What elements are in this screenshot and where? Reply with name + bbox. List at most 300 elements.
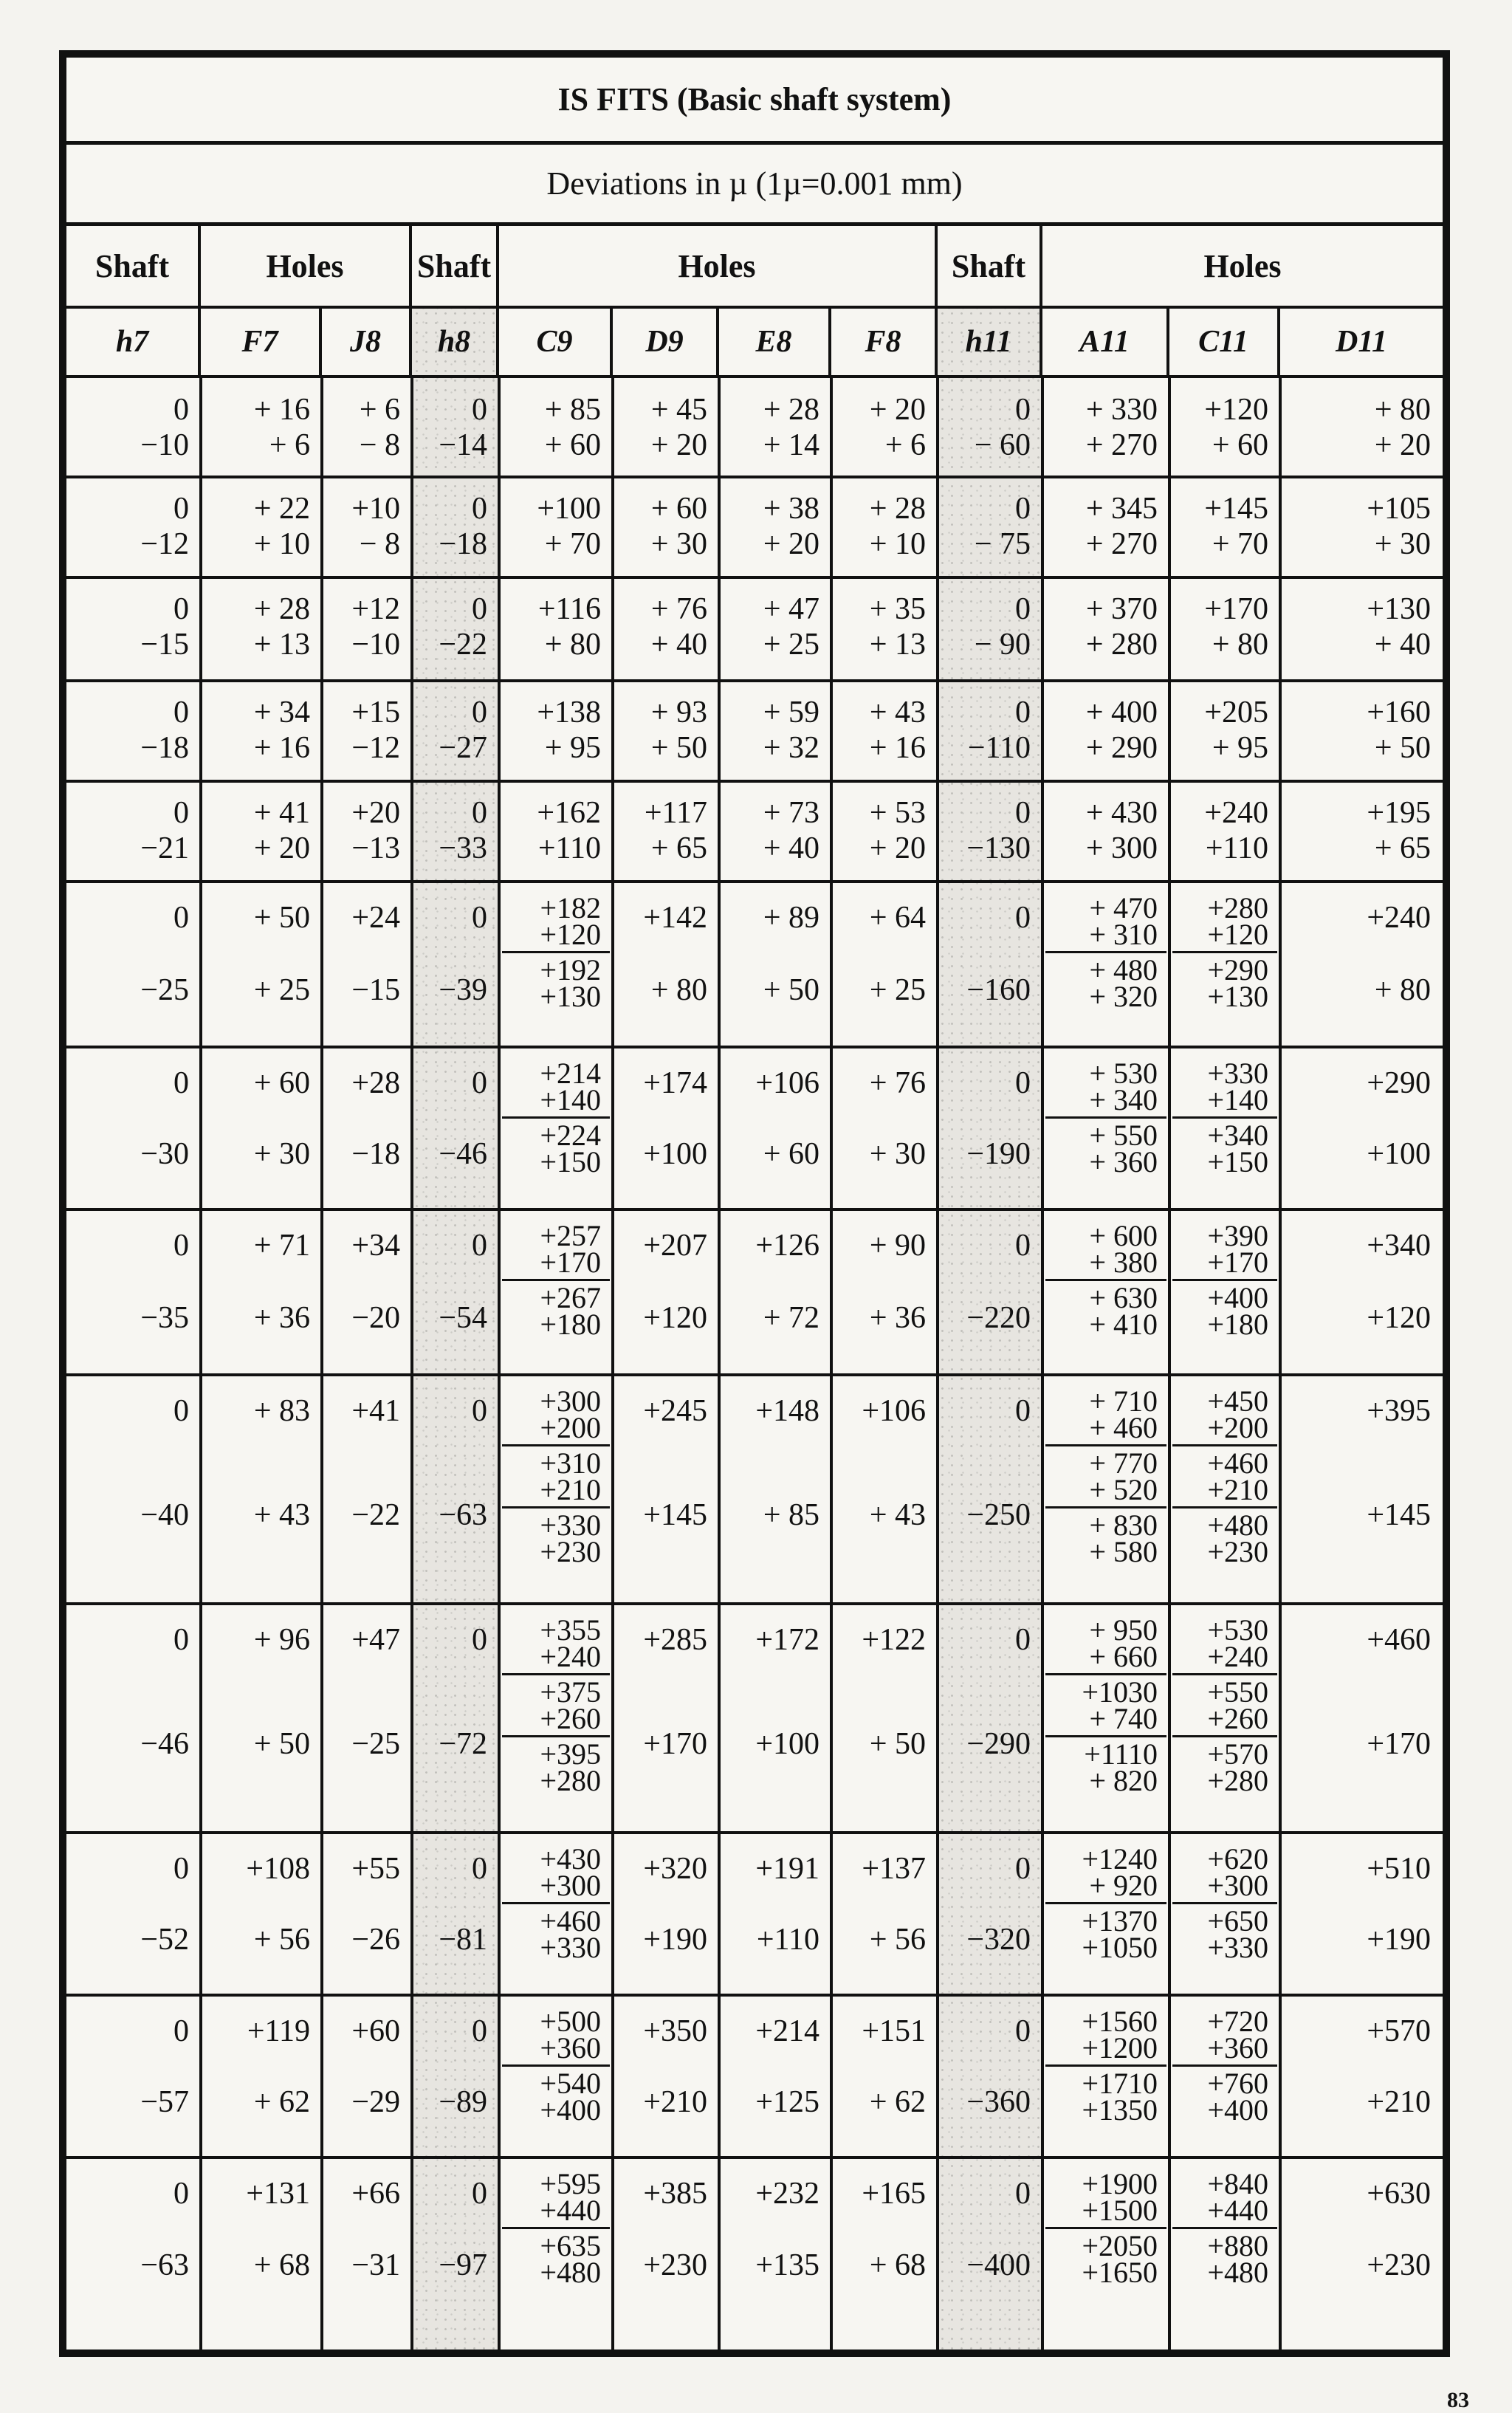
- cell-value: +390: [1207, 1219, 1268, 1252]
- cell-value: −22: [351, 1498, 400, 1532]
- cell-value: + 50: [763, 973, 819, 1007]
- cell-value: +1370: [1082, 1904, 1158, 1937]
- cell-value: + 71: [253, 1229, 310, 1263]
- cell-value: + 36: [253, 1301, 310, 1335]
- cell-value: + 330: [1085, 393, 1158, 427]
- cell-value: +595: [540, 2167, 601, 2200]
- cell-value: + 25: [253, 973, 310, 1007]
- cell-value: +100: [1367, 1137, 1431, 1171]
- row-divider: [66, 880, 1443, 883]
- cell-value: −20: [351, 1301, 400, 1335]
- cell-value: 0: [1015, 1852, 1031, 1886]
- cell-value: +12: [351, 592, 400, 626]
- group-header-holes: Holes: [499, 226, 938, 309]
- cell-value: +760: [1207, 2067, 1268, 2100]
- cell-value: −18: [140, 731, 189, 765]
- cell-value: +267: [540, 1281, 601, 1314]
- cell-value: +120: [1367, 1301, 1431, 1335]
- cell-value: +480: [540, 2256, 601, 2289]
- cell-value: + 60: [253, 1066, 310, 1100]
- cell-value: −89: [439, 2085, 487, 2119]
- cell-value: +1650: [1082, 2256, 1158, 2289]
- cell-value: 0: [173, 1623, 189, 1657]
- cell-value: + 13: [869, 628, 926, 662]
- cell-value: − 90: [974, 628, 1031, 662]
- cell-value: 0: [472, 2177, 487, 2211]
- cell-value: +41: [351, 1394, 400, 1428]
- cell-value: +148: [755, 1394, 819, 1428]
- cell-value: +214: [755, 2014, 819, 2048]
- cell-value: +210: [1207, 1473, 1268, 1506]
- cell-value: 0: [472, 696, 487, 730]
- cell-value: −27: [439, 731, 487, 765]
- cell-value: +120: [643, 1301, 707, 1335]
- cell-value: + 950: [1089, 1613, 1158, 1647]
- cell-value: +260: [540, 1702, 601, 1735]
- cell-value: +300: [540, 1384, 601, 1418]
- cell-value: + 380: [1089, 1246, 1158, 1279]
- cell-value: + 360: [1089, 1145, 1158, 1178]
- cell-value: +385: [643, 2177, 707, 2211]
- cell-value: +122: [862, 1623, 926, 1657]
- cell-value: +106: [755, 1066, 819, 1100]
- cell-value: +245: [643, 1394, 707, 1428]
- cell-value: +200: [540, 1411, 601, 1444]
- cell-value: +120: [540, 918, 601, 951]
- cell-value: − 8: [359, 527, 400, 561]
- cell-value: +170: [1207, 1246, 1268, 1279]
- cell-value: − 60: [974, 428, 1031, 462]
- cell-value: + 80: [1374, 973, 1431, 1007]
- cell-value: +105: [1367, 492, 1431, 526]
- cell-value: + 95: [1212, 731, 1268, 765]
- cell-value: + 50: [650, 731, 707, 765]
- cell-value: 0: [1015, 1623, 1031, 1657]
- cell-value: + 65: [650, 831, 707, 865]
- row-divider: [66, 780, 1443, 783]
- cell-value: +232: [755, 2177, 819, 2211]
- cell-value: +360: [1207, 2031, 1268, 2064]
- column-header-d11: D11: [1280, 309, 1443, 378]
- cell-value: 0: [173, 796, 189, 830]
- cell-value: −13: [351, 831, 400, 865]
- cell-value: + 20: [650, 428, 707, 462]
- column-divider: [611, 378, 614, 2350]
- column-divider: [199, 378, 202, 2350]
- cell-value: +280: [1207, 891, 1268, 924]
- cell-value: −30: [140, 1137, 189, 1171]
- column-header-c9: C9: [499, 309, 613, 378]
- column-header-h8: h8: [412, 309, 499, 378]
- cell-value: +110: [537, 831, 601, 865]
- cell-value: − 75: [974, 527, 1031, 561]
- cell-value: + 460: [1089, 1411, 1158, 1444]
- cell-value: 0: [472, 1623, 487, 1657]
- cell-value: −15: [351, 973, 400, 1007]
- cell-value: +60: [351, 2014, 400, 2048]
- cell-value: + 43: [869, 696, 926, 730]
- column-header-e8: E8: [719, 309, 831, 378]
- cell-value: +110: [1205, 831, 1268, 865]
- cell-value: +170: [540, 1246, 601, 1279]
- cell-value: + 30: [253, 1137, 310, 1171]
- cell-value: +224: [540, 1119, 601, 1152]
- cell-value: +180: [540, 1308, 601, 1341]
- cell-value: + 93: [650, 696, 707, 730]
- cell-value: +210: [643, 2085, 707, 2119]
- cell-value: +300: [540, 1869, 601, 1902]
- cell-value: + 530: [1089, 1057, 1158, 1090]
- cell-value: −15: [140, 628, 189, 662]
- cell-value: +1030: [1082, 1675, 1158, 1709]
- cell-value: +840: [1207, 2167, 1268, 2200]
- cell-value: +440: [540, 2194, 601, 2227]
- cell-value: +330: [1207, 1057, 1268, 1090]
- cell-value: +310: [540, 1446, 601, 1480]
- cell-value: + 30: [869, 1137, 926, 1171]
- cell-value: + 20: [1374, 428, 1431, 462]
- cell-value: +174: [643, 1066, 707, 1100]
- cell-value: +1710: [1082, 2067, 1158, 2100]
- cell-value: −110: [967, 731, 1031, 765]
- cell-value: +130: [1207, 980, 1268, 1013]
- cell-value: +340: [1367, 1229, 1431, 1263]
- row-divider: [66, 1373, 1443, 1376]
- column-divider: [936, 378, 939, 2350]
- cell-value: −46: [439, 1137, 487, 1171]
- cell-value: + 340: [1089, 1083, 1158, 1116]
- cell-value: +24: [351, 901, 400, 935]
- cell-value: + 47: [763, 592, 819, 626]
- cell-value: +285: [643, 1623, 707, 1657]
- cell-value: + 36: [869, 1301, 926, 1335]
- cell-value: +151: [862, 2014, 926, 2048]
- cell-value: + 20: [253, 831, 310, 865]
- cell-value: −160: [966, 973, 1031, 1007]
- cell-value: −46: [140, 1727, 189, 1761]
- cell-value: + 14: [763, 428, 819, 462]
- cell-value: 0: [1015, 2177, 1031, 2211]
- cell-value: +290: [1367, 1066, 1431, 1100]
- cell-value: +170: [643, 1727, 707, 1761]
- cell-value: +395: [1367, 1394, 1431, 1428]
- cell-value: +1350: [1082, 2093, 1158, 2127]
- cell-value: + 50: [253, 1727, 310, 1761]
- cell-value: +240: [1367, 901, 1431, 935]
- cell-value: + 820: [1089, 1764, 1158, 1797]
- cell-value: + 320: [1089, 980, 1158, 1013]
- cell-value: −18: [351, 1137, 400, 1171]
- cell-value: + 73: [763, 796, 819, 830]
- cell-value: +126: [755, 1229, 819, 1263]
- cell-value: +66: [351, 2177, 400, 2211]
- group-header-shaft: Shaft: [938, 226, 1042, 309]
- cell-value: +460: [540, 1904, 601, 1937]
- cell-value: +880: [1207, 2229, 1268, 2262]
- cell-value: 0: [1015, 592, 1031, 626]
- cell-value: +130: [1367, 592, 1431, 626]
- cell-value: + 600: [1089, 1219, 1158, 1252]
- cell-value: 0: [472, 2014, 487, 2048]
- cell-value: +440: [1207, 2194, 1268, 2227]
- cell-value: +28: [351, 1066, 400, 1100]
- cell-value: +1240: [1082, 1842, 1158, 1875]
- cell-value: +230: [540, 1535, 601, 1568]
- cell-value: + 60: [650, 492, 707, 526]
- row-divider: [66, 576, 1443, 579]
- cell-value: −26: [351, 1923, 400, 1957]
- row-divider: [66, 1994, 1443, 1997]
- cell-value: + 85: [763, 1498, 819, 1532]
- cell-value: +330: [1207, 1931, 1268, 1964]
- cell-value: + 45: [650, 393, 707, 427]
- cell-value: −250: [966, 1498, 1031, 1532]
- cell-value: +630: [1367, 2177, 1431, 2211]
- cell-value: +330: [540, 1508, 601, 1542]
- cell-value: −57: [140, 2085, 189, 2119]
- cell-value: + 89: [763, 901, 819, 935]
- cell-value: −25: [351, 1727, 400, 1761]
- cell-value: 0: [1015, 696, 1031, 730]
- cell-value: −81: [439, 1923, 487, 1957]
- cell-value: + 40: [650, 628, 707, 662]
- cell-value: + 280: [1085, 628, 1158, 662]
- cell-value: +570: [1367, 2014, 1431, 2048]
- group-header-shaft: Shaft: [412, 226, 499, 309]
- cell-value: 0: [173, 1394, 189, 1428]
- cell-value: + 30: [1374, 527, 1431, 561]
- cell-value: +138: [537, 696, 601, 730]
- row-divider: [66, 2156, 1443, 2159]
- column-header-h7: h7: [66, 309, 201, 378]
- column-divider: [410, 378, 413, 2350]
- cell-value: 0: [173, 1066, 189, 1100]
- cell-value: −39: [439, 973, 487, 1007]
- column-header-f8: F8: [831, 309, 938, 378]
- cell-value: 0: [1015, 1229, 1031, 1263]
- cell-value: + 96: [253, 1623, 310, 1657]
- cell-value: + 480: [1089, 953, 1158, 986]
- cell-value: +230: [643, 2248, 707, 2282]
- cell-value: + 25: [763, 628, 819, 662]
- cell-value: +480: [1207, 2256, 1268, 2289]
- row-divider: [66, 1046, 1443, 1048]
- cell-value: +350: [643, 2014, 707, 2048]
- cell-value: − 8: [359, 428, 400, 462]
- cell-value: +400: [1207, 1281, 1268, 1314]
- cell-value: + 53: [869, 796, 926, 830]
- cell-value: + 56: [869, 1923, 926, 1957]
- cell-value: 0: [472, 1066, 487, 1100]
- cell-value: −97: [439, 2248, 487, 2282]
- cell-value: + 85: [544, 393, 601, 427]
- cell-value: +400: [1207, 2093, 1268, 2127]
- cell-value: + 68: [253, 2248, 310, 2282]
- cell-value: + 830: [1089, 1508, 1158, 1542]
- cell-value: −400: [966, 2248, 1031, 2282]
- cell-value: + 60: [763, 1137, 819, 1171]
- cell-value: −10: [351, 628, 400, 662]
- cell-value: + 28: [253, 592, 310, 626]
- cell-value: + 62: [869, 2085, 926, 2119]
- cell-value: +207: [643, 1229, 707, 1263]
- cell-value: +172: [755, 1623, 819, 1657]
- cell-value: +145: [643, 1498, 707, 1532]
- cell-value: +1050: [1082, 1931, 1158, 1964]
- cell-value: +137: [862, 1852, 926, 1886]
- cell-value: −35: [140, 1301, 189, 1335]
- cell-value: + 300: [1085, 831, 1158, 865]
- cell-value: +55: [351, 1852, 400, 1886]
- cell-value: +620: [1207, 1842, 1268, 1875]
- cell-value: + 710: [1089, 1384, 1158, 1418]
- cell-value: +180: [1207, 1308, 1268, 1341]
- cell-value: +635: [540, 2229, 601, 2262]
- cell-value: + 430: [1085, 796, 1158, 830]
- cell-value: + 660: [1089, 1640, 1158, 1673]
- column-header-a11: A11: [1042, 309, 1169, 378]
- column-header-c11: C11: [1169, 309, 1280, 378]
- cell-value: +110: [756, 1923, 819, 1957]
- cell-value: −63: [140, 2248, 189, 2282]
- cell-value: + 80: [650, 973, 707, 1007]
- cell-value: +200: [1207, 1411, 1268, 1444]
- cell-value: +131: [246, 2177, 310, 2211]
- row-divider: [66, 1208, 1443, 1211]
- cell-value: + 20: [763, 527, 819, 561]
- cell-value: + 90: [869, 1229, 926, 1263]
- cell-value: +20: [351, 796, 400, 830]
- cell-value: 0: [472, 901, 487, 935]
- cell-value: + 83: [253, 1394, 310, 1428]
- cell-value: +125: [755, 2085, 819, 2119]
- cell-value: + 470: [1089, 891, 1158, 924]
- cell-value: +1200: [1082, 2031, 1158, 2064]
- cell-value: 0: [173, 696, 189, 730]
- cell-value: + 28: [763, 393, 819, 427]
- cell-value: 0: [472, 1852, 487, 1886]
- cell-value: + 59: [763, 696, 819, 730]
- cell-value: +360: [540, 2031, 601, 2064]
- cell-value: + 10: [253, 527, 310, 561]
- cell-value: + 10: [869, 527, 926, 561]
- group-header-holes: Holes: [1042, 226, 1443, 309]
- row-divider: [66, 1602, 1443, 1605]
- cell-value: + 28: [869, 492, 926, 526]
- cell-value: +116: [537, 592, 601, 626]
- cell-value: +540: [540, 2067, 601, 2100]
- cell-value: + 16: [253, 393, 310, 427]
- cell-value: + 345: [1085, 492, 1158, 526]
- cell-value: + 30: [650, 527, 707, 561]
- cell-value: +230: [1367, 2248, 1431, 2282]
- cell-value: +150: [540, 1145, 601, 1178]
- cell-value: +214: [540, 1057, 601, 1090]
- cell-value: 0: [1015, 796, 1031, 830]
- cell-value: 0: [472, 1394, 487, 1428]
- cell-value: −12: [351, 731, 400, 765]
- cell-value: +210: [1367, 2085, 1431, 2119]
- cell-value: + 76: [869, 1066, 926, 1100]
- cell-value: +140: [540, 1083, 601, 1116]
- cell-value: +15: [351, 696, 400, 730]
- cell-value: + 64: [869, 901, 926, 935]
- cell-value: 0: [173, 592, 189, 626]
- cell-value: −360: [966, 2085, 1031, 2119]
- cell-value: + 13: [253, 628, 310, 662]
- cell-value: + 270: [1085, 527, 1158, 561]
- cell-value: 0: [472, 592, 487, 626]
- cell-value: +480: [1207, 1508, 1268, 1542]
- column-header-j8: J8: [322, 309, 412, 378]
- cell-value: + 35: [869, 592, 926, 626]
- cell-value: + 50: [1374, 731, 1431, 765]
- cell-value: + 70: [544, 527, 601, 561]
- group-header-shaft: Shaft: [66, 226, 201, 309]
- cell-value: + 16: [869, 731, 926, 765]
- cell-value: + 95: [544, 731, 601, 765]
- row-divider: [66, 476, 1443, 478]
- cell-value: −63: [439, 1498, 487, 1532]
- cell-value: +162: [537, 796, 601, 830]
- cell-value: + 80: [544, 628, 601, 662]
- column-divider: [320, 378, 323, 2350]
- cell-value: + 550: [1089, 1119, 1158, 1152]
- cell-value: + 520: [1089, 1473, 1158, 1506]
- cell-value: + 65: [1374, 831, 1431, 865]
- cell-value: +510: [1367, 1852, 1431, 1886]
- cell-value: +1900: [1082, 2167, 1158, 2200]
- cell-value: +119: [247, 2014, 310, 2048]
- cell-value: +550: [1207, 1675, 1268, 1709]
- cell-value: + 25: [869, 973, 926, 1007]
- cell-value: +100: [643, 1137, 707, 1171]
- cell-value: 0: [1015, 393, 1031, 427]
- cell-value: + 70: [1212, 527, 1268, 561]
- cell-value: +1560: [1082, 2005, 1158, 2038]
- cell-value: +340: [1207, 1119, 1268, 1152]
- cell-value: 0: [173, 393, 189, 427]
- cell-value: 0: [173, 492, 189, 526]
- cell-value: +120: [1207, 918, 1268, 951]
- cell-value: + 41: [253, 796, 310, 830]
- cell-value: +165: [862, 2177, 926, 2211]
- cell-value: −190: [966, 1137, 1031, 1171]
- cell-value: +460: [1367, 1623, 1431, 1657]
- cell-value: +135: [755, 2248, 819, 2282]
- cell-value: + 43: [869, 1498, 926, 1532]
- cell-value: −320: [966, 1923, 1031, 1957]
- cell-value: + 410: [1089, 1308, 1158, 1341]
- cell-value: +2050: [1082, 2229, 1158, 2262]
- cell-value: +400: [540, 2093, 601, 2127]
- cell-value: +300: [1207, 1869, 1268, 1902]
- cell-value: + 68: [869, 2248, 926, 2282]
- column-divider: [830, 378, 833, 2350]
- cell-value: +182: [540, 891, 601, 924]
- cell-value: −25: [140, 973, 189, 1007]
- cell-value: +47: [351, 1623, 400, 1657]
- cell-value: + 22: [253, 492, 310, 526]
- cell-value: + 40: [1374, 628, 1431, 662]
- cell-value: + 62: [253, 2085, 310, 2119]
- cell-value: −220: [966, 1301, 1031, 1335]
- column-header-h11: h11: [938, 309, 1042, 378]
- cell-value: + 400: [1085, 696, 1158, 730]
- cell-value: +257: [540, 1219, 601, 1252]
- cell-value: 0: [173, 2177, 189, 2211]
- cell-value: 0: [1015, 901, 1031, 935]
